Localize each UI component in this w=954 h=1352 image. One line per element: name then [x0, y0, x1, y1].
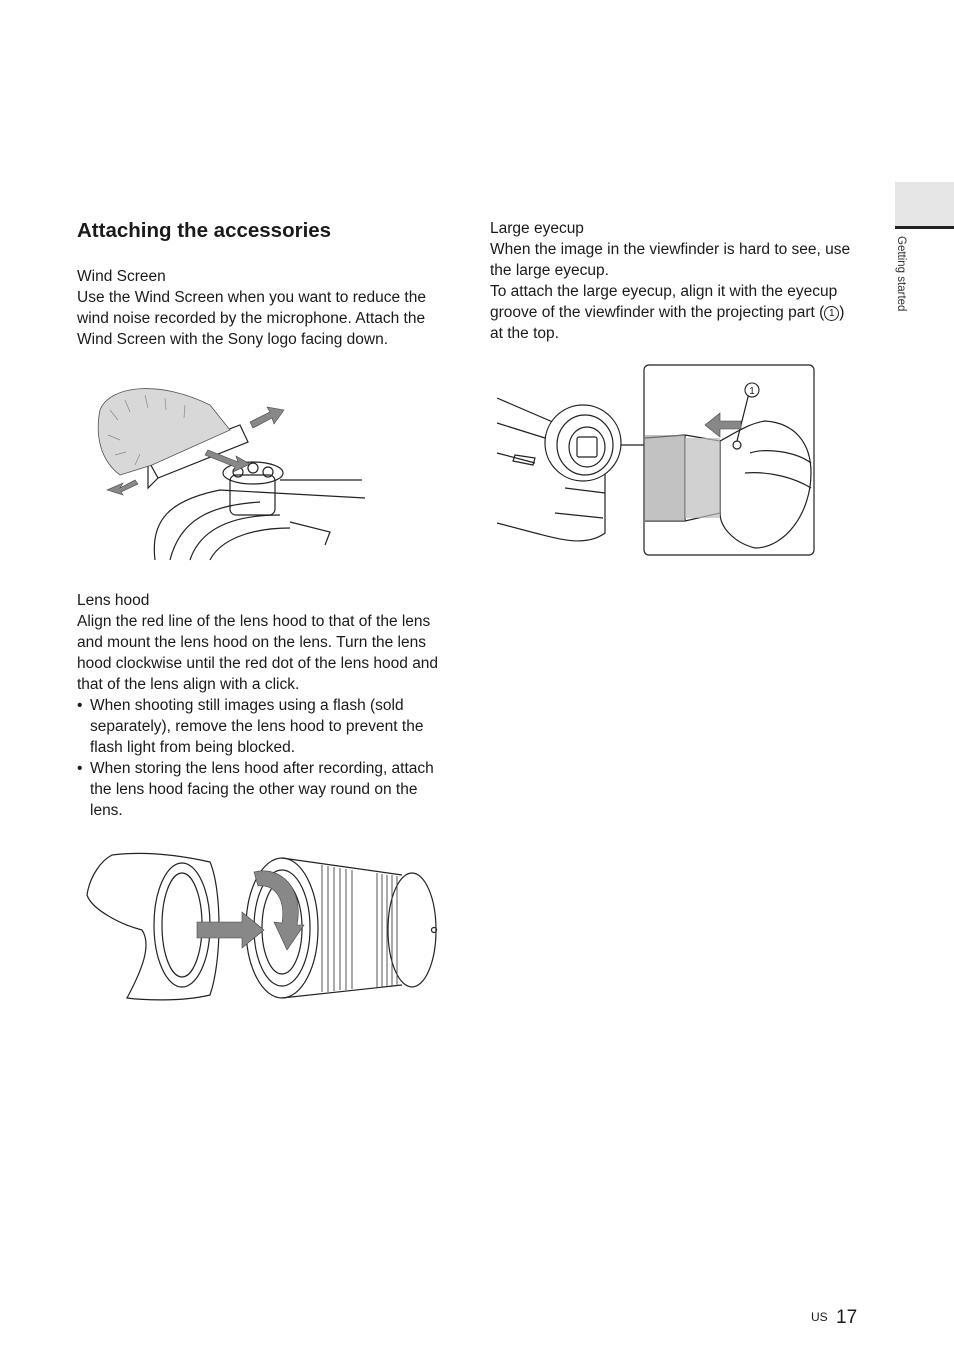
wind-screen-section — [77, 266, 449, 350]
section-tab-rule — [895, 226, 954, 229]
wind-screen-title: Wind Screen — [77, 268, 166, 285]
large-eyecup-section — [490, 218, 860, 344]
wind-screen-body: Use the Wind Screen when you want to reduce the wind noise recorded by the microphone. Attach the Wind Screen with the Sony logo facing down. — [77, 289, 426, 348]
lens-hood-body: Align the red line of the lens hood to that of the lens and mount the lens hood on the lens. Turn the lens hood clockwise until the red dot of the lens hood and that of the lens align with a click. — [77, 613, 439, 693]
lens-hood-illustration — [82, 850, 444, 1005]
section-side-label: Getting started — [895, 236, 907, 312]
page-title: Attaching the accessories — [77, 219, 332, 242]
lens-hood-section — [77, 590, 449, 821]
figure-callout-label: 1 — [749, 386, 755, 397]
large-eyecup-title: Large eyecup — [490, 220, 584, 237]
lens-hood-note: • When shooting still images using a flash (sold separately), remove the lens hood to prevent the flash light from being blocked. — [77, 695, 449, 758]
lens-hood-notes — [77, 695, 449, 821]
page-region-code: US — [811, 1310, 828, 1324]
callout-marker-1: 1 — [824, 306, 839, 321]
section-tab — [895, 182, 954, 226]
lens-hood-title: Lens hood — [77, 592, 150, 609]
wind-screen-illustration — [90, 380, 370, 565]
eyecup-illustration — [495, 363, 817, 558]
page-number: 17 — [836, 1307, 858, 1328]
large-eyecup-body: When the image in the viewfinder is hard to see, use the large eyecup. — [490, 241, 851, 279]
large-eyecup-instructions: To attach the large eyecup, align it with the eyecup groove of the viewfinder with the projecting part ( 1 ) at the top. — [490, 283, 845, 342]
lens-hood-note: • When storing the lens hood after recording, attach the lens hood facing the other way round on the lens. — [77, 758, 449, 821]
